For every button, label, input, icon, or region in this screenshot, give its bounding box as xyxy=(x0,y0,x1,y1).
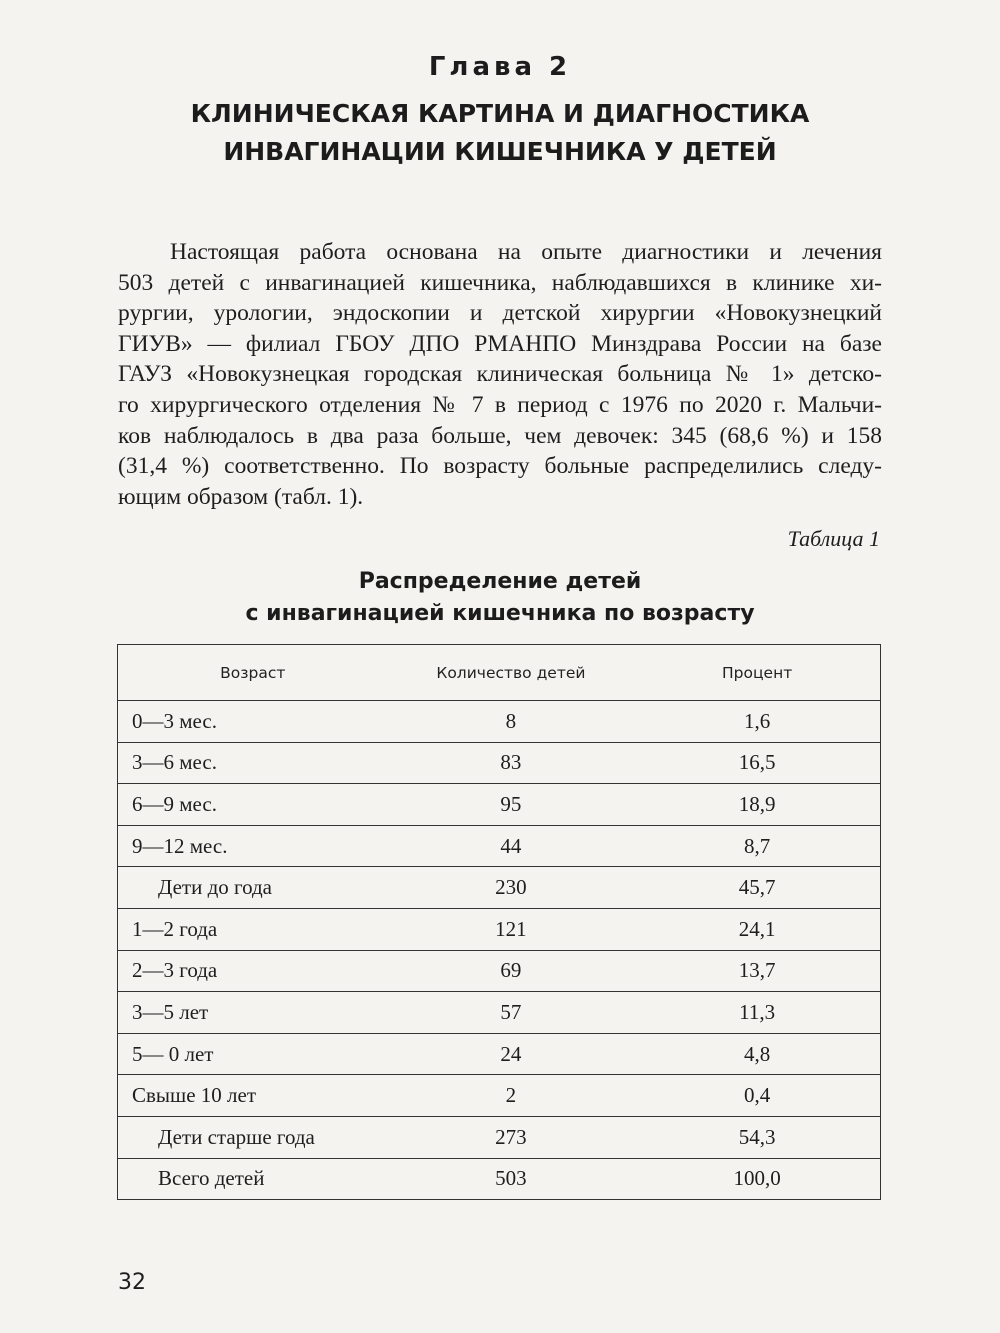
age-cell: 6—9 мес. xyxy=(118,784,388,826)
table-row-subtotal xyxy=(118,867,881,909)
age-cell: 9—12 мес. xyxy=(118,825,388,867)
column-header-percent: Процент xyxy=(722,663,793,682)
count-cell: 57 xyxy=(388,992,635,1034)
paragraph-line: ков наблюдалось в два раза больше, чем девочек: 345 (68,6 %) и 158 xyxy=(118,422,882,449)
count-cell: 95 xyxy=(388,784,635,826)
age-cell: 3—5 лет xyxy=(118,992,388,1034)
percent-cell: 1,6 xyxy=(634,701,880,743)
table-row xyxy=(118,825,881,867)
age-cell: Дети старше года xyxy=(118,1116,388,1158)
age-cell: 5— 0 лет xyxy=(118,1033,388,1075)
age-cell: 3—6 мес. xyxy=(118,742,388,784)
percent-cell: 8,7 xyxy=(634,825,880,867)
percent-cell: 18,9 xyxy=(634,784,880,826)
table-row-subtotal xyxy=(118,1116,881,1158)
paragraph-line: ГАУЗ «Новокузнецкая городская клиническая больница № 1» детско- xyxy=(118,361,882,388)
percent-cell: 4,8 xyxy=(634,1033,880,1075)
age-cell: 2—3 года xyxy=(118,950,388,992)
table-row xyxy=(118,742,881,784)
count-cell: 121 xyxy=(388,908,635,950)
age-cell: 0—3 мес. xyxy=(118,701,388,743)
paragraph-line: Настоящая работа основана на опыте диагностики и лечения xyxy=(170,239,882,265)
percent-cell: 54,3 xyxy=(634,1116,880,1158)
column-header-count: Количество детей xyxy=(436,663,586,682)
table-row xyxy=(118,908,881,950)
paragraph-line: (31,4 %) соответственно. По возрасту больные распределились следу- xyxy=(118,453,882,480)
column-header-age: Возраст xyxy=(220,663,286,682)
paragraph-line: ющим образом (табл. 1). xyxy=(118,483,364,510)
count-cell: 83 xyxy=(388,742,635,784)
paragraph-line: го хирургического отделения № 7 в период с 1976 по 2020 г. Мальчи- xyxy=(118,391,882,418)
table-title-line: с инвагинацией кишечника по возрасту xyxy=(245,601,755,626)
age-distribution-table xyxy=(117,644,881,1200)
chapter-heading: Глава 2 xyxy=(428,52,572,82)
chapter-title-line: КЛИНИЧЕСКАЯ КАРТИНА И ДИАГНОСТИКА xyxy=(190,99,810,128)
count-cell: 503 xyxy=(388,1158,635,1200)
percent-cell: 13,7 xyxy=(634,950,880,992)
paragraph-line: рургии, урологии, эндоскопии и детской хирургии «Новокузнецкий xyxy=(118,300,882,327)
table-row-total xyxy=(118,1158,881,1200)
table-row xyxy=(118,701,881,743)
body-paragraph xyxy=(118,237,882,512)
count-cell: 230 xyxy=(388,867,635,909)
percent-cell: 100,0 xyxy=(634,1158,880,1200)
count-cell: 8 xyxy=(388,701,635,743)
table-title xyxy=(0,566,1000,630)
page-number: 32 xyxy=(118,1270,146,1295)
count-cell: 273 xyxy=(388,1116,635,1158)
chapter-title xyxy=(100,95,900,171)
percent-cell: 0,4 xyxy=(634,1075,880,1117)
count-cell: 2 xyxy=(388,1075,635,1117)
count-cell: 44 xyxy=(388,825,635,867)
paragraph-line: 503 детей с инвагинацией кишечника, наблюдавшихся в клинике хи- xyxy=(118,269,882,296)
table-row xyxy=(118,1075,881,1117)
percent-cell: 11,3 xyxy=(634,992,880,1034)
table-row xyxy=(118,950,881,992)
table-header-row xyxy=(118,645,881,701)
percent-cell: 16,5 xyxy=(634,742,880,784)
age-cell: 1—2 года xyxy=(118,908,388,950)
paragraph-line: ГИУВ» — филиал ГБОУ ДПО РМАНПО Минздрава России на базе xyxy=(118,330,882,357)
table-row xyxy=(118,784,881,826)
age-cell: Всего детей xyxy=(118,1158,388,1200)
table-row xyxy=(118,992,881,1034)
count-cell: 24 xyxy=(388,1033,635,1075)
age-cell: Свыше 10 лет xyxy=(118,1075,388,1117)
percent-cell: 24,1 xyxy=(634,908,880,950)
table-caption: Таблица 1 xyxy=(787,526,880,551)
chapter-title-line: ИНВАГИНАЦИИ КИШЕЧНИКА У ДЕТЕЙ xyxy=(223,137,777,166)
percent-cell: 45,7 xyxy=(634,867,880,909)
table-row xyxy=(118,1033,881,1075)
count-cell: 69 xyxy=(388,950,635,992)
table-title-line: Распределение детей xyxy=(358,569,642,594)
age-cell: Дети до года xyxy=(118,867,388,909)
